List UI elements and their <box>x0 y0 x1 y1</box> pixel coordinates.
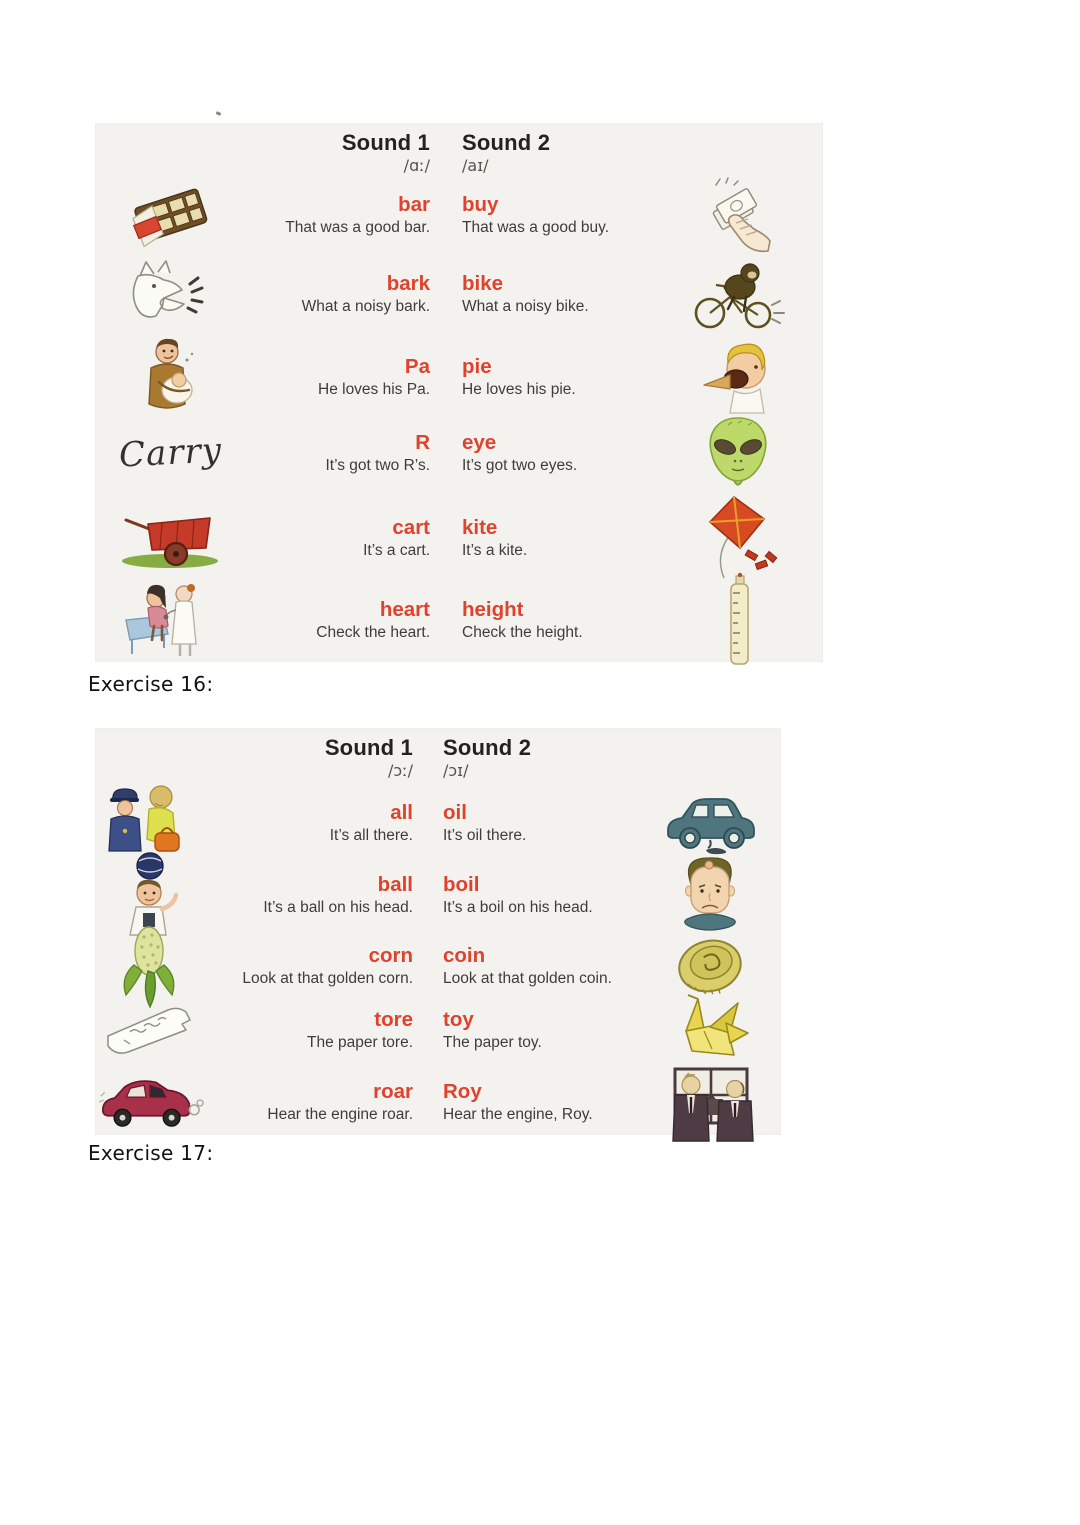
pair-row-cart-kite <box>95 492 823 571</box>
pair-row-ball-boil <box>95 851 781 921</box>
sound1-sentence: It’s a ball on his head. <box>263 898 413 916</box>
sound2-ipa: /aɪ/ <box>462 156 489 175</box>
hand-with-money-image <box>652 177 823 255</box>
pair-row-r-eye <box>95 413 823 492</box>
man-with-boil-image <box>639 853 781 937</box>
sound1-word: bark <box>386 272 430 295</box>
sound2-sentence: Check the height. <box>462 623 583 641</box>
sound1-word: cart <box>392 515 430 539</box>
pair-row-bar-buy <box>95 176 823 255</box>
sound2-word: kite <box>462 515 498 539</box>
sound1-ipa: /ɑː/ <box>403 156 430 175</box>
doctor-checking-patient-image <box>95 578 245 662</box>
sound2-word: toy <box>443 1007 474 1031</box>
sound2-sentence: Hear the engine, Roy. <box>443 1105 593 1123</box>
torn-paper-image <box>95 1000 205 1060</box>
pair-row-corn-coin <box>95 921 781 991</box>
pair-row-tore-toy <box>95 991 781 1061</box>
origami-paper-bird-image <box>639 991 781 1069</box>
sound2-sentence: It’s a kite. <box>462 541 528 559</box>
men-at-engine-image <box>639 1061 781 1143</box>
exercise-16-label: Exercise 16: <box>88 672 214 696</box>
pair-row-roar-roy <box>95 1061 781 1131</box>
minimal-pairs-panel-1 <box>95 123 823 662</box>
minimal-pairs-panel-2 <box>95 728 781 1135</box>
sound2-sentence: It’s got two eyes. <box>462 456 578 474</box>
pair-row-pa-pie <box>95 334 823 413</box>
father-holding-baby-image <box>95 334 245 420</box>
sound1-word: tore <box>374 1007 413 1031</box>
sound2-sentence: What a noisy bike. <box>462 298 589 315</box>
sound2-word: pie <box>462 354 492 378</box>
sound-headers <box>95 728 781 760</box>
sound2-word: boil <box>443 872 480 896</box>
sound2-sentence: The paper toy. <box>443 1033 542 1051</box>
sound1-header: Sound 1 <box>341 130 430 155</box>
sound1-header: Sound 1 <box>324 735 413 760</box>
sound2-word: height <box>462 597 524 621</box>
sound1-ipa: /ɔː/ <box>388 761 413 780</box>
sound1-word: roar <box>373 1079 413 1103</box>
sound2-word: eye <box>462 430 497 454</box>
sound-headers <box>95 123 823 155</box>
pair-row-bark-bike <box>95 255 823 334</box>
pair-row-all-oil <box>95 781 781 851</box>
sound1-sentence: Hear the engine roar. <box>267 1105 413 1123</box>
phonetic-symbols <box>95 155 823 176</box>
monkey-on-bike-image <box>652 257 823 333</box>
sound1-sentence: It’s got two R’s. <box>325 456 430 474</box>
chocolate-bar-image <box>95 183 245 249</box>
exercise-17-label: Exercise 17: <box>88 1141 214 1165</box>
sound1-word: heart <box>379 597 430 621</box>
sound1-sentence: The paper tore. <box>307 1033 413 1051</box>
handwritten-carry-image <box>95 430 245 476</box>
sound2-word: bike <box>462 272 504 295</box>
sound2-sentence: It’s oil there. <box>443 826 527 844</box>
corn-cob-image <box>95 921 205 1011</box>
sound1-sentence: He loves his Pa. <box>318 380 430 398</box>
barking-dog-image <box>95 258 245 332</box>
carry-handwriting-text: Carry <box>117 430 223 476</box>
sound2-sentence: That was a good buy. <box>462 219 610 236</box>
pair-row-heart-height <box>95 571 823 650</box>
sound1-word: corn <box>368 943 413 967</box>
sound2-header: Sound 2 <box>443 735 532 760</box>
sound2-word: Roy <box>443 1079 482 1103</box>
sound1-sentence: That was a good bar. <box>285 219 430 236</box>
alien-face-image <box>652 413 823 493</box>
sound2-word: coin <box>443 943 486 967</box>
sound1-sentence: Check the heart. <box>316 623 430 641</box>
sound1-sentence: Look at that golden corn. <box>242 969 413 987</box>
sound1-sentence: It’s all there. <box>329 826 413 844</box>
sound2-sentence: He loves his pie. <box>462 380 576 398</box>
scan-artifact-mark <box>216 111 222 116</box>
sound1-word: Pa <box>404 354 430 378</box>
height-measuring-stick-image <box>652 571 823 669</box>
sound1-word: all <box>390 800 413 824</box>
sound1-word: R <box>415 430 430 454</box>
sound2-sentence: It’s a boil on his head. <box>443 898 593 916</box>
red-car-exhaust-image <box>95 1072 205 1132</box>
sound2-word: oil <box>443 800 467 824</box>
sound2-header: Sound 2 <box>462 130 551 155</box>
sound1-word: ball <box>377 872 413 896</box>
phonetic-symbols <box>95 760 781 781</box>
sound2-word: buy <box>462 193 499 216</box>
sound2-ipa: /ɔɪ/ <box>443 761 469 780</box>
sound2-sentence: Look at that golden coin. <box>443 969 612 987</box>
boy-eating-pie-image <box>652 337 823 417</box>
car-leaking-oil-image <box>639 790 781 856</box>
sound1-word: bar <box>398 193 430 216</box>
sound1-sentence: What a noisy bark. <box>301 298 430 315</box>
sound1-sentence: It’s a cart. <box>363 541 430 559</box>
red-cart-image <box>95 506 245 570</box>
